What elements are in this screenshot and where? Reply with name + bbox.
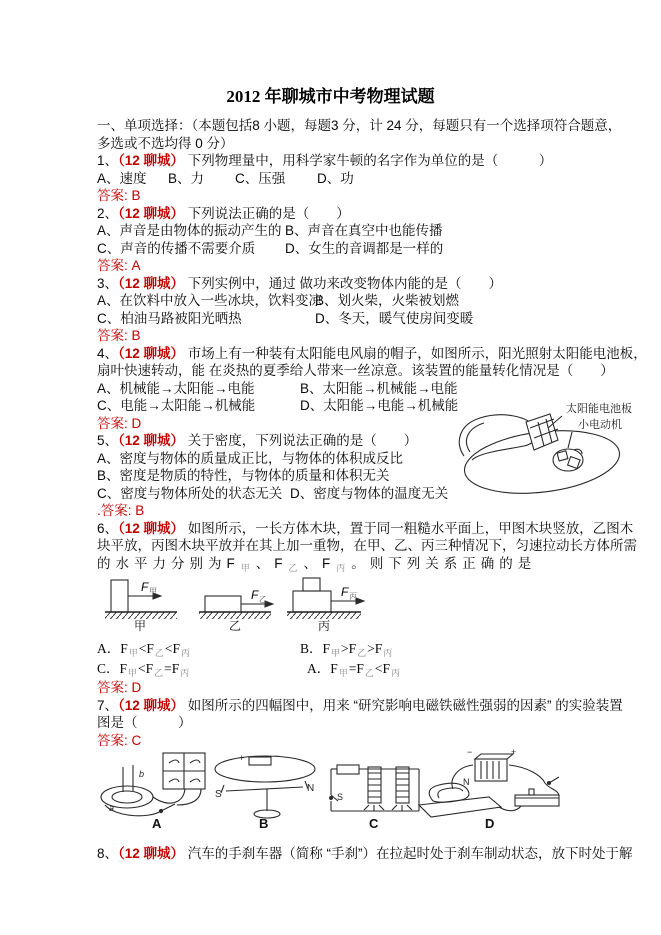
question-1-options — [97, 170, 569, 188]
question-5-option-a: A、密度与物体的质量成正比，与物体的体积成反比 — [97, 450, 404, 466]
wire-b-label: b — [139, 769, 145, 779]
question-2-source-tag: （12 聊城） — [118, 205, 185, 221]
option-c: C、密度与物体所处的状态无关 — [97, 485, 283, 501]
question-3-text: 下列实例中，通过 做功来改变物体内能的是（ ） — [184, 275, 503, 291]
question-3-stem — [97, 275, 569, 293]
question-8-text: 汽车的手刹车器（简称 “手刹”）在拉起时处于刹车制动状态，放下时处于解 — [184, 846, 633, 861]
question-7-answer: 答案: C — [97, 732, 142, 748]
question-6-stem-line3: 的水平力分别为$F_甲$、$F_乙$、$F_丙$。则下列关系正确的是 — [97, 555, 537, 573]
question-6-options-row1: A．$F_甲<F_乙<F_丙$ B．$F_甲>F_乙>F_丙$ — [97, 641, 393, 658]
block-label-bing: 丙 — [318, 619, 331, 632]
question-4-stem-line1 — [97, 345, 647, 363]
needle-north-label: N — [307, 783, 315, 794]
force-symbol: F — [251, 588, 259, 602]
section-heading-line1: 一、单项选择：（本题包括8 小题，每题3 分，计 24 分，每题只有一个选择项符合题意， — [97, 118, 622, 133]
battery-minus: − — [274, 751, 280, 761]
question-5-answer: .答案: B — [97, 503, 145, 518]
option-d: D、密度与物体的温度无关 — [290, 485, 449, 501]
option-b: B、声音在真空中也能传播 — [285, 223, 443, 238]
question-4-text: 市场上有一种装有太阳能电风扇的帽子，如图所示，阳光照射太阳能电池板， — [184, 345, 647, 361]
hat-motor-label: 小电动机 — [578, 419, 622, 431]
setup-c-label: C — [369, 816, 379, 831]
question-7-source-tag: （12 聊城） — [118, 697, 185, 713]
option-c: C、电能→太阳能→机械能 — [97, 398, 256, 413]
question-2-answer: 答案: A — [97, 258, 141, 273]
question-2-options-row1 — [97, 222, 569, 240]
question-1-source-tag: （12 聊城） — [118, 153, 185, 168]
question-4-number: 4、 — [97, 345, 119, 361]
question-6-text: 如图所示，一长方体木块，置于同一粗糙水平面上，甲图木块竖放，乙图木 — [184, 520, 634, 536]
question-8-source-tag: （12 聊城） — [118, 846, 185, 861]
option-d: D、功 — [317, 170, 354, 186]
option-d: D、太阳能→电能→机械能 — [300, 398, 459, 413]
section-heading-line2: 多选或不选均得 0 分） — [97, 135, 234, 151]
option-d-mislabeled: A．$F_甲=F_乙<F_丙$ — [307, 660, 401, 678]
option-d: D、女生的音调都是一样的 — [285, 240, 444, 256]
question-1-text: 下列物理量中，用科学家牛顿的名字作为单位的是（ ） — [184, 153, 553, 168]
question-3-number: 3、 — [97, 275, 119, 291]
force-symbol: F — [141, 580, 149, 594]
option-b: B、太阳能→机械能→电能 — [300, 380, 458, 396]
question-3-source-tag: （12 聊城） — [118, 275, 185, 291]
question-4-options-row1 — [97, 380, 569, 398]
question-8-stem — [97, 845, 633, 863]
option-c: C、声音的传播不需要介质 — [97, 240, 256, 256]
figure-four-circuits — [97, 749, 567, 831]
option-a: A、速度 — [97, 170, 147, 186]
question-7-text: 如图所示的四幅图中，用来 “研究影响电磁铁磁性强弱的因素” 的实验装置 — [184, 697, 623, 713]
question-6-options-row2: C．$F_甲<F_乙=F_丙$ A．$F_甲=F_乙<F_丙$ — [97, 660, 401, 678]
question-2-number: 2、 — [97, 205, 119, 221]
setup-a-label: A — [152, 816, 162, 831]
setup-d-label: D — [485, 816, 495, 831]
question-6-source-tag: （12 聊城） — [118, 520, 185, 536]
question-6-stem-line2: 块平放，丙图木块平放并在其上加一重物，在甲、乙、丙三种情况下，匀速拉动长方体所需 — [97, 538, 637, 553]
setup-b-label: B — [259, 816, 269, 831]
question-2-options-row2 — [97, 240, 569, 258]
question-2-text: 下列说法正确的是（ ） — [184, 205, 350, 221]
option-a: A、机械能→太阳能→电能 — [97, 380, 255, 396]
switch-label: S — [337, 792, 344, 802]
option-b: B、力 — [168, 170, 205, 186]
question-4-options-row2 — [97, 397, 569, 415]
question-4-answer: 答案: D — [97, 415, 142, 431]
hat-panel-label: 太阳能电池板 — [566, 403, 632, 415]
question-5-source-tag: （12 聊城） — [118, 433, 185, 448]
question-6-number: 6、 — [97, 520, 119, 536]
question-3-options-row1 — [97, 292, 569, 310]
force-symbol: F — [341, 585, 349, 599]
question-5-number: 5、 — [97, 433, 119, 448]
needle-south-label: S — [215, 789, 222, 800]
question-5-options-row-cd — [97, 485, 569, 503]
question-6-stem-line1 — [97, 520, 634, 538]
option-c: C、压强 — [235, 170, 286, 186]
option-a: A、在饮料中放入一些冰块，饮料变凉 — [97, 293, 323, 308]
question-1-stem — [97, 152, 569, 170]
option-b: B．$F_甲>F_乙>F_丙$ — [300, 641, 393, 658]
question-7-number: 7、 — [97, 697, 119, 713]
question-2-stem — [97, 205, 569, 223]
block-label-yi: 乙 — [229, 619, 242, 632]
question-4-stem-line2: 扇叶快速转动，能 在炎热的夏季给人带来一丝凉意。该装置的能量转化情况是（ ） — [97, 363, 614, 378]
question-3-options-row2 — [97, 310, 569, 328]
force-sub-jia: 甲 — [149, 587, 157, 596]
question-8-number: 8、 — [97, 846, 119, 861]
option-a: A、声音是由物体的振动产生的 — [97, 223, 282, 238]
block-label-jia: 甲 — [134, 619, 147, 632]
question-1-answer: 答案: B — [97, 188, 141, 203]
question-4-source-tag: （12 聊城） — [118, 345, 185, 361]
page-title: 2012 年聊城市中考物理试题 — [226, 87, 435, 106]
battery-minus-d: − — [467, 749, 473, 757]
question-6-answer: 答案: D — [97, 680, 142, 695]
option-b: B、划火柴，火柴被划燃 — [315, 293, 460, 308]
question-1-number: 1、 — [97, 153, 119, 168]
battery-plus: + — [239, 753, 245, 763]
question-3-answer: 答案: B — [97, 328, 141, 343]
force-sub-yi: 乙 — [259, 595, 267, 604]
question-5-stem — [97, 432, 569, 450]
wire-a-label: a — [109, 803, 115, 813]
battery-plus-d: + — [511, 749, 517, 757]
force-sub-bing: 丙 — [349, 592, 357, 601]
magnet-north-label: N — [463, 777, 470, 787]
question-7-stem-line2: 图是（ ） — [97, 715, 192, 730]
question-5-text: 关于密度，下列说法正确的是（ ） — [184, 433, 418, 448]
question-7-stem-line1 — [97, 697, 623, 715]
option-c: C、柏油马路被阳光晒热 — [97, 310, 242, 326]
option-d: D、冬天，暖气使房间变暖 — [315, 310, 474, 326]
question-5-option-b: B、密度是物质的特性，与物体的质量和体积无关 — [97, 468, 390, 483]
figure-friction-blocks — [101, 574, 431, 632]
